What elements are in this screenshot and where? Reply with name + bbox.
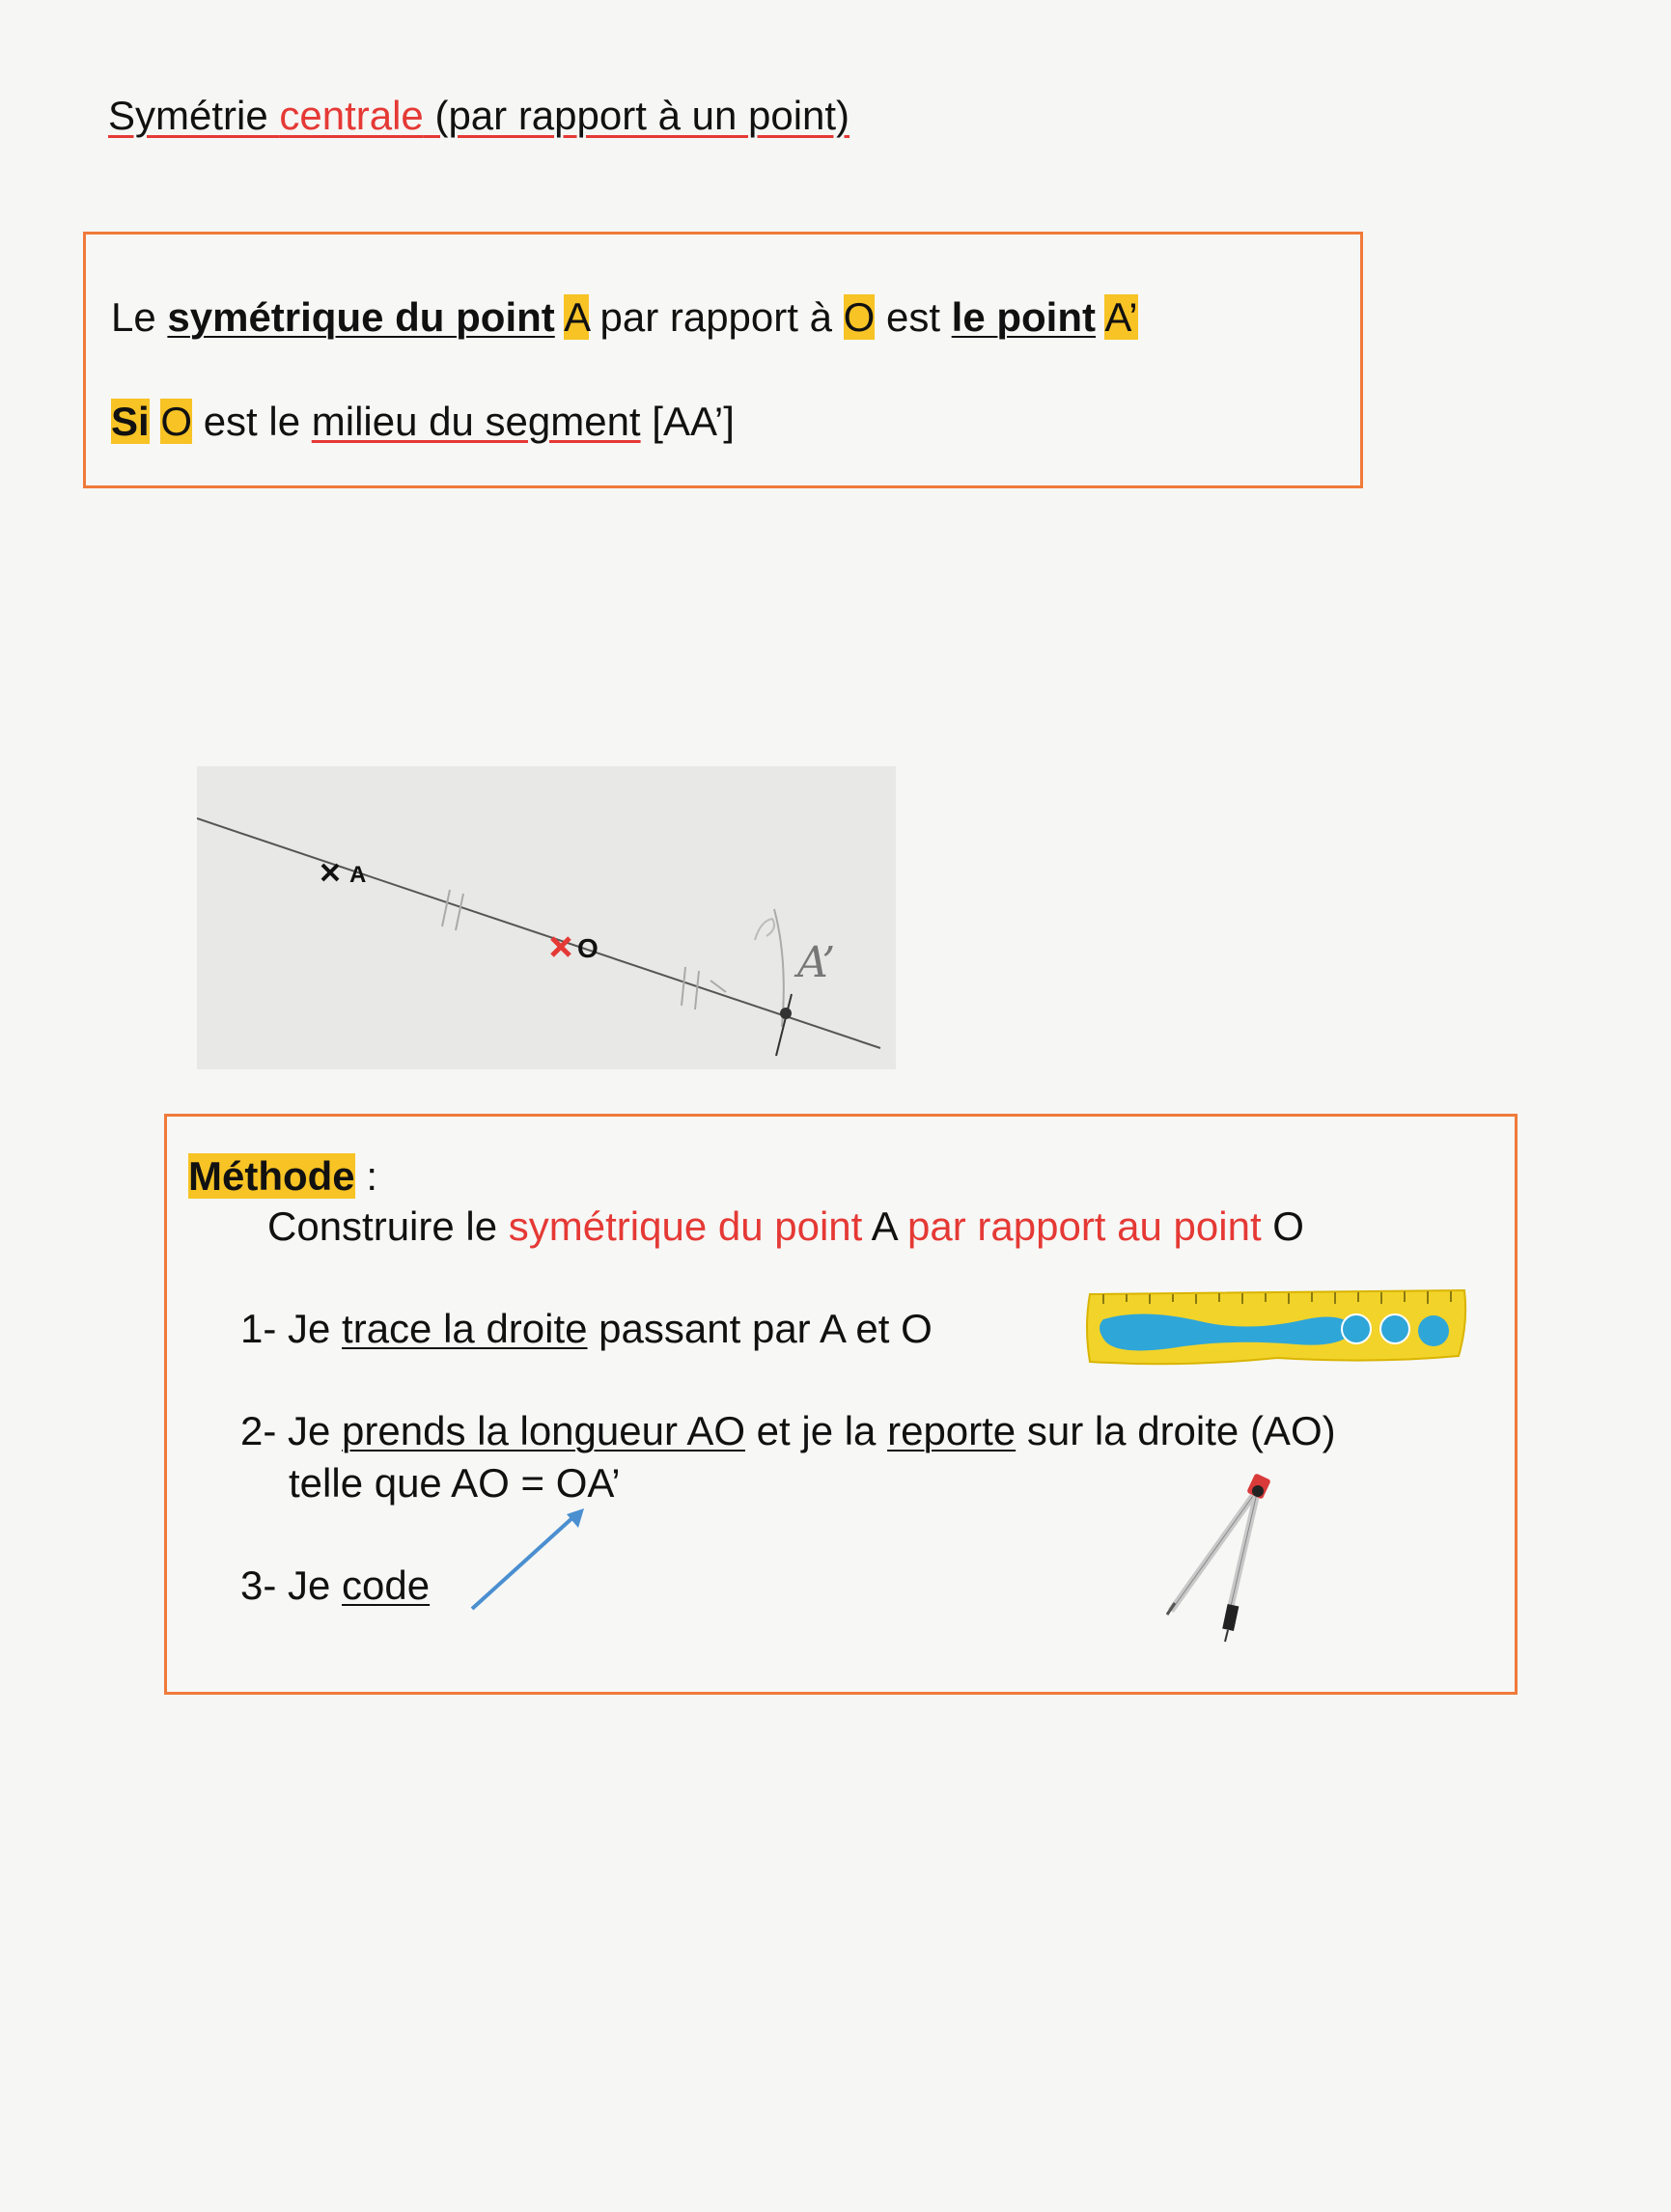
point-a-cross — [322, 865, 338, 880]
definition-box — [83, 232, 1363, 488]
definition-line-1: Le symétrique du point A par rapport à O est le point A’ — [111, 294, 1138, 340]
line-ao — [197, 818, 880, 1048]
page-title: Symétrie centrale (par rapport à un point) — [108, 93, 850, 138]
method-box — [164, 1114, 1518, 1695]
label-a: A — [349, 862, 367, 888]
method-step-1: 1- Je trace la droite passant par A et O — [240, 1306, 933, 1351]
method-step-2-cont: telle que AO = OA’ — [289, 1460, 621, 1506]
construction-drawing — [197, 766, 896, 1069]
label-a-prime: A’ — [797, 938, 836, 987]
construction-figure — [197, 766, 896, 1069]
arrow-icon — [466, 1503, 592, 1618]
compass-icon — [1161, 1470, 1296, 1644]
ruler-icon — [1084, 1285, 1470, 1371]
method-step-3: 3- Je code — [240, 1562, 431, 1608]
definition-line-2: Si O est le milieu du segment [AA’] — [111, 399, 735, 444]
faint-mark — [755, 919, 774, 940]
coding-mark-1 — [442, 890, 463, 930]
method-step-2: 2- Je prends la longueur AO et je la reporte sur la droite (AO) — [240, 1408, 1336, 1453]
method-heading: Méthode : — [188, 1153, 377, 1199]
method-subtitle: Construire le symétrique du point A par rapport au point O — [267, 1203, 1304, 1249]
label-o: O — [577, 933, 599, 963]
